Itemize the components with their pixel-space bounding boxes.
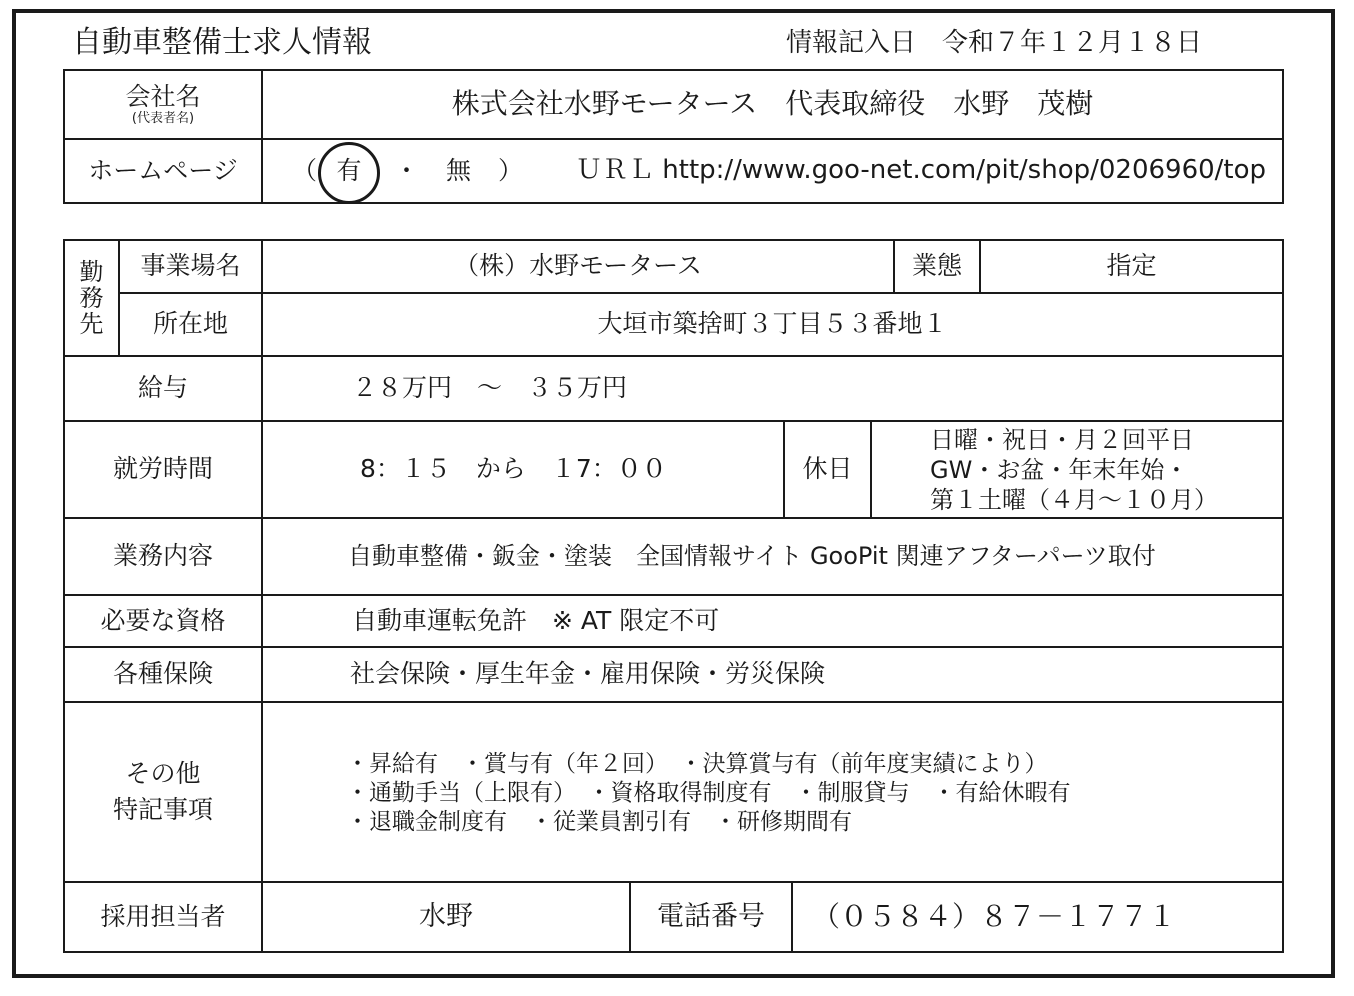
qualifications-label: 必要な資格 — [100, 605, 226, 635]
holiday-label: 休日 — [802, 454, 853, 484]
workplace-group-char: 勤 — [79, 258, 104, 286]
homepage-no-option: 無 — [446, 155, 472, 185]
other-note-line: ・退職金制度有 ・従業員割引有 ・研修期間有 — [346, 808, 852, 835]
holiday-line: GW・お盆・年末年始・ — [930, 455, 1189, 484]
other-note-line: ・昇給有 ・賞与有（年２回） ・決算賞与有（前年度実績により） — [346, 750, 1048, 777]
other-label-line: 特記事項 — [112, 795, 213, 824]
salary-label: 給与 — [137, 373, 188, 403]
office-name: （株）水野モータース — [454, 251, 702, 281]
address-label: 所在地 — [152, 309, 228, 339]
entry-date: 情報記入日 令和７年１２月１８日 — [786, 28, 1203, 59]
address-value: 大垣市築捨町３丁目５３番地１ — [597, 309, 948, 339]
column-divider — [870, 420, 872, 519]
homepage-separator: ・ — [394, 155, 420, 185]
business-type-label: 業態 — [911, 251, 962, 281]
holiday-line: 日曜・祝日・月２回平日 — [930, 425, 1194, 454]
insurance-label: 各種保険 — [112, 659, 213, 689]
salary-value: ２８万円 ～ ３５万円 — [352, 373, 628, 403]
business-type-value: 指定 — [1106, 251, 1157, 281]
company-sublabel: (代表者名) — [131, 110, 195, 126]
hours-label: 就労時間 — [112, 454, 213, 484]
other-notes — [346, 748, 1071, 838]
office-label: 事業場名 — [140, 251, 241, 281]
qualifications-value: 自動車運転免許 ※ AT 限定不可 — [352, 605, 720, 635]
workplace-group-char: 先 — [79, 310, 104, 338]
other-note-line: ・通勤手当（上限有） ・資格取得制度有 ・制服貸与 ・有給休暇有 — [346, 779, 1071, 806]
holiday-line: 第１土曜（４月～１０月） — [930, 485, 1218, 514]
homepage-open-paren: （ — [292, 155, 318, 185]
recruiter-name: 水野 — [419, 901, 473, 933]
holiday-list — [930, 422, 1218, 517]
phone-label: 電話番号 — [657, 901, 765, 933]
recruiter-label: 採用担当者 — [100, 901, 226, 931]
company-name: 株式会社水野モータース 代表取締役 水野 茂樹 — [451, 87, 1094, 121]
homepage-url: ＵＲＬ http://www.goo-net.com/pit/shop/0206960/top — [576, 155, 1267, 186]
insurance-value: 社会保険・厚生年金・雇用保険・労災保険 — [350, 659, 826, 689]
workplace-group-char: 務 — [79, 284, 104, 312]
duties-value: 自動車整備・鈑金・塗装 全国情報サイト GooPit 関連アフターパーツ取付 — [348, 541, 1156, 570]
duties-label: 業務内容 — [112, 541, 213, 571]
homepage-close-paren: ） — [498, 155, 524, 185]
homepage-yes-option: 有 — [336, 155, 362, 185]
other-label-line: その他 — [125, 759, 201, 788]
workplace-group-label — [65, 241, 118, 355]
page-title: 自動車整備士求人情報 — [72, 24, 372, 60]
phone-number: （０５８４）８７－１７７１ — [812, 899, 1177, 933]
other-label — [65, 703, 261, 881]
homepage-label: ホームページ — [88, 155, 238, 185]
company-label-cell — [65, 72, 261, 138]
column-divider — [791, 881, 793, 953]
hours-value: 8：１５ から １7：００ — [360, 454, 667, 484]
company-label: 会社名 — [125, 82, 201, 112]
